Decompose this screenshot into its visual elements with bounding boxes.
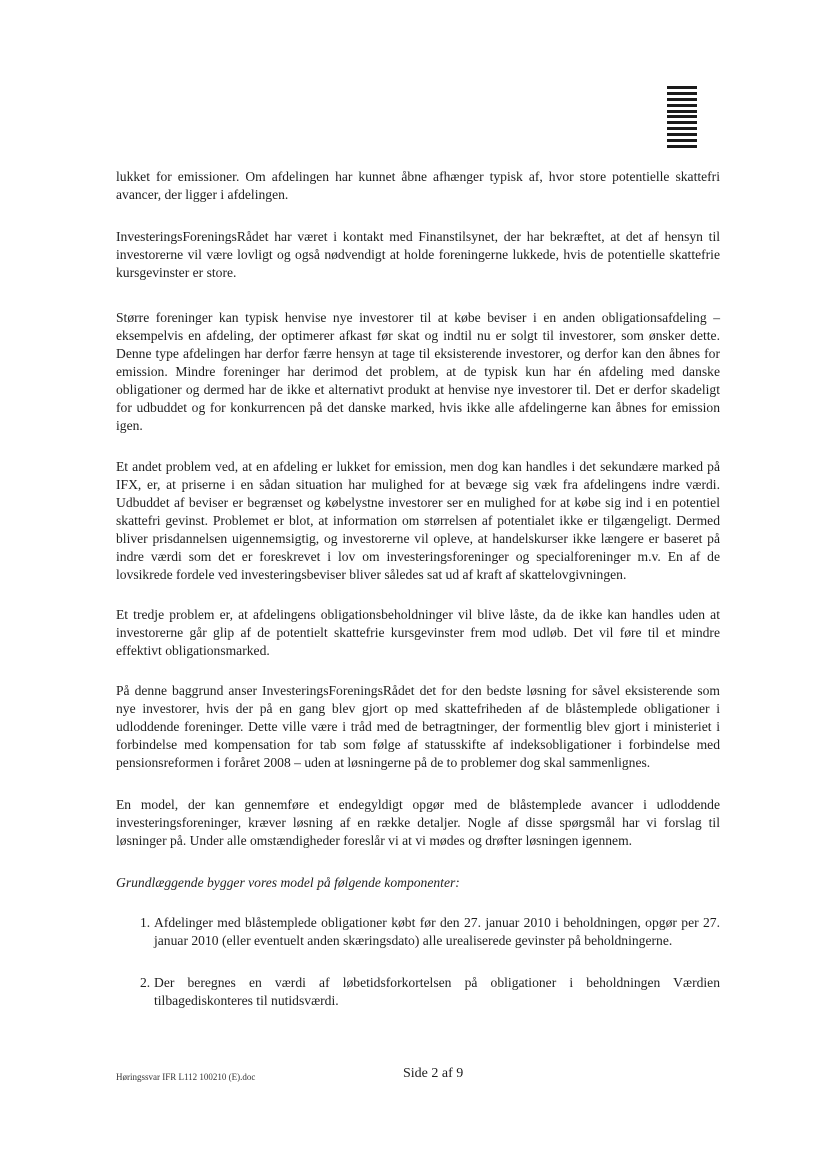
paragraph: En model, der kan gennemføre et endegyldigt opgør med de blåstemplede avancer i udloddende investeringsforeninger, kræver løsning af en række detaljer. Nogle af disse spørgsmål har vi forslag til løsninger på. Under alle omstændigheder foreslår vi at vi mødes og drøfter løsningen igennem. — [116, 797, 720, 848]
footer-filename: Høringssvar IFR L112 100210 (E).doc — [116, 1072, 256, 1082]
list-item-number: 2. — [140, 975, 151, 990]
organisation-logo-icon — [667, 86, 697, 148]
list-item-number: 1. — [140, 915, 151, 930]
paragraph: Et tredje problem er, at afdelingens obligationsbeholdninger vil blive låste, da de ikke kan handles uden at investorerne går glip af de potentielt skattefrie kursgevinster frem mod udløb. Det vil føre til et mindre effektivt obligationsmarked. — [116, 607, 720, 658]
paragraph: InvesteringsForeningsRådet har været i kontakt med Finanstilsynet, der har bekræftet, at det af hensyn til investorerne vil være lovligt og også nødvendigt at holde foreningerne lukkede, hvis de potentielle skattefrie kursgevinster er store. — [116, 229, 720, 280]
list-item-text: Afdelinger med blåstemplede obligationer købt før den 27. januar 2010 i beholdningen, opgør per 27. januar 2010 (eller eventuelt anden skæringsdato) alle urealiserede gevinster på beholdningerne. — [154, 915, 720, 948]
page-number: Side 2 af 9 — [403, 1066, 464, 1081]
paragraph: Et andet problem ved, at en afdeling er lukket for emission, men dog kan handles i det sekundære marked på IFX, er, at priserne i en sådan situation har mulighed for at bevæge sig væk fra afdelingens indre værdi. Udbuddet af beviser er begrænset og købelystne investorer ser en mulighed for at købe sig ind i en potentiel skattefri gevinst. Problemet er blot, at information om størrelsen af potentialet ikke er tilgængeligt. Dermed bliver prisdannelsen uigennemsigtig, og investorerne vil opleve, at handelskurser ikke længere er baseret på indre værdi som det er foreskrevet i lov om investeringsforeninger og specialforeninger m.v. En af de lovsikrede fordele ved investeringsbeviser bliver således sat ud af kraft af skattelovgivningen. — [116, 459, 720, 582]
list-item — [116, 914, 720, 950]
paragraph: lukket for emissioner. Om afdelingen har kunnet åbne afhænger typisk af, hvor store potentielle skattefri avancer, der ligger i afdelingen. — [116, 169, 720, 202]
paragraph: På denne baggrund anser InvesteringsForeningsRådet det for den bedste løsning for såvel eksisterende som nye investorer, hvis der på en gang blev gjort op med skattefriheden af de blåstemplede obligationer i udloddende foreninger. Dette ville være i tråd med de betragtninger, der formentlig blev gjort i ministeriet i forbindelse med kompensation for tab som følge af statusskifte af indeksobligationer i forbindelse med pensionsreformen i foråret 2008 – uden at løsningerne på de to problemer dog skal sammenlignes. — [116, 683, 720, 770]
components-list — [116, 914, 720, 1010]
list-item-text: Der beregnes en værdi af løbetidsforkortelsen på obligationer i beholdningen Værdien tilbagediskonteres til nutidsværdi. — [154, 975, 720, 1008]
list-item — [116, 974, 720, 1010]
paragraph: Større foreninger kan typisk henvise nye investorer til at købe beviser i en anden obligationsafdeling – eksempelvis en afdeling, der optimerer afkast før skat og indtil nu er solgt til investorer, som ønsker dette. Denne type afdelingen har derfor færre hensyn at tage til eksisterende investorer, og derfor kan den åbnes for emission. Mindre foreninger har derimod det problem, at de typisk kun har én afdeling med danske obligationer og dermed har de ikke et alternativt produkt at henvise nye investorer til. Det er derfor skadeligt for udbuddet og for konkurrencen på det danske marked, hvis ikke alle afdelingerne kan åbnes for emission igen. — [116, 310, 720, 433]
components-heading: Grundlæggende bygger vores model på følgende komponenter: — [116, 875, 460, 890]
document-body — [116, 168, 720, 1034]
